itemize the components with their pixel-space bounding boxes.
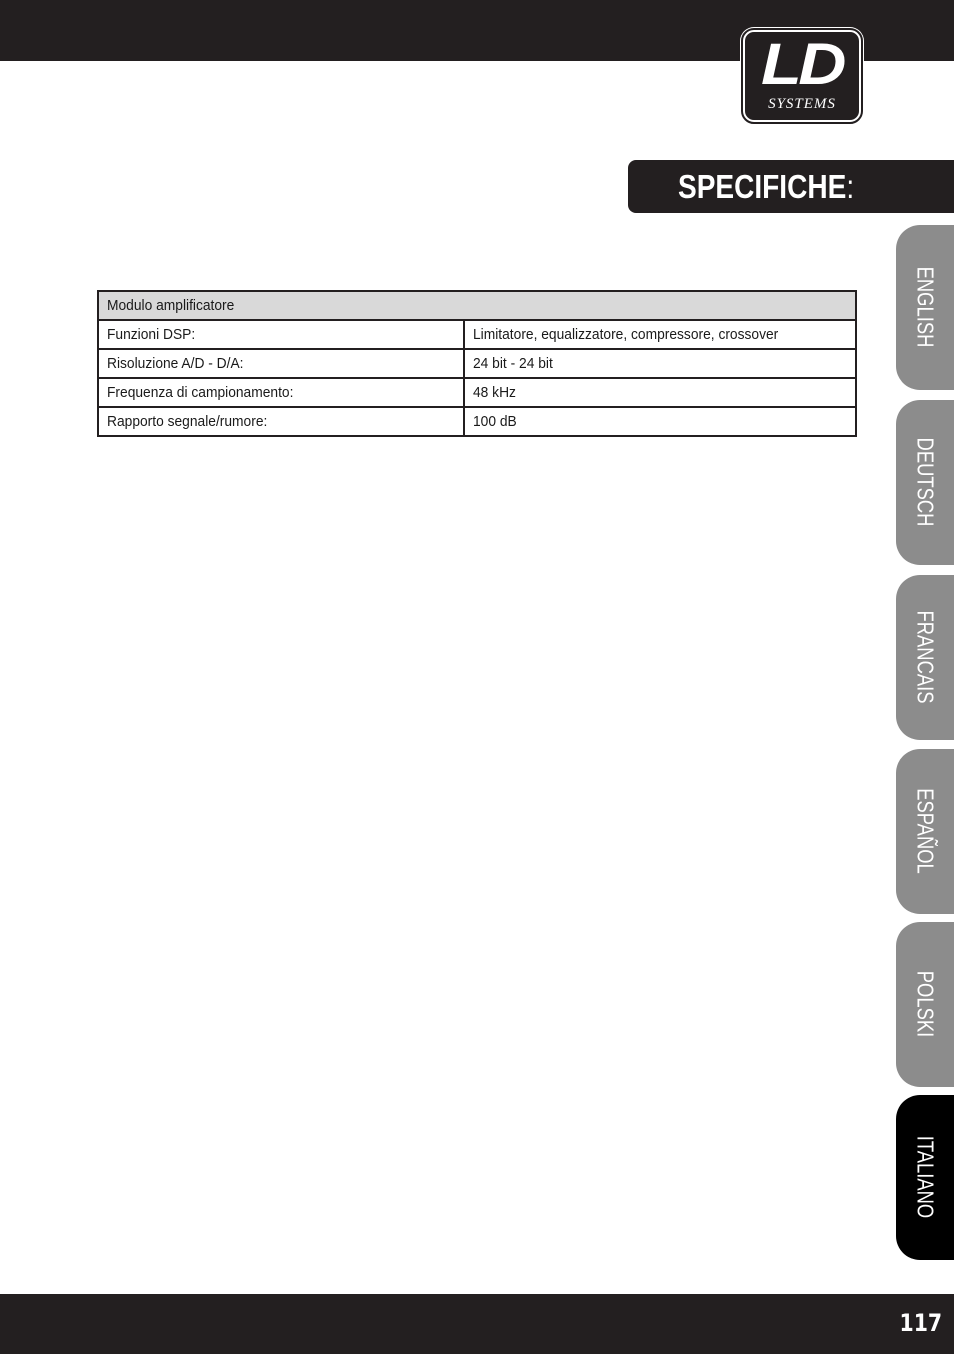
tab-label: FRANCAIS: [912, 610, 939, 704]
spec-label: Funzioni DSP:: [98, 320, 464, 349]
spec-value: 24 bit - 24 bit: [464, 349, 856, 378]
tab-english[interactable]: [896, 225, 954, 390]
logo-badge: [743, 30, 861, 122]
section-title-banner: [628, 160, 954, 213]
table-row: [98, 407, 856, 436]
spec-label: Frequenza di campionamento:: [98, 378, 464, 407]
section-title: [678, 168, 854, 206]
tab-francais[interactable]: [896, 575, 954, 740]
tab-espanol[interactable]: [896, 749, 954, 914]
table-heading-row: [98, 291, 856, 320]
spec-value: 48 kHz: [464, 378, 856, 407]
bottom-bar: [0, 1294, 954, 1354]
spec-value: Limitatore, equalizzatore, compressore, crossover: [464, 320, 856, 349]
ld-systems-logo: [740, 27, 864, 125]
table-row: [98, 320, 856, 349]
table-heading: Modulo amplificatore: [98, 291, 856, 320]
logo-ld-text: LD: [760, 32, 844, 97]
tab-label: ENGLISH: [912, 266, 939, 348]
spec-label: Rapporto segnale/rumore:: [98, 407, 464, 436]
tab-label: DEUTSCH: [912, 437, 939, 527]
tab-italiano[interactable]: [896, 1095, 954, 1260]
tab-label: ITALIANO: [912, 1135, 939, 1219]
tab-label: POLSKI: [912, 970, 939, 1038]
spec-value: 100 dB: [464, 407, 856, 436]
tab-label: ESPAÑOL: [912, 788, 939, 874]
specifications-table: [97, 290, 857, 437]
table-row: [98, 378, 856, 407]
logo-systems-text: SYSTEMS: [768, 96, 836, 112]
section-title-text: SPECIFICHE: [678, 168, 847, 205]
tab-deutsch[interactable]: [896, 400, 954, 565]
spec-label: Risoluzione A/D - D/A:: [98, 349, 464, 378]
table-row: [98, 349, 856, 378]
tab-polski[interactable]: [896, 922, 954, 1087]
page-number: 117: [899, 1309, 942, 1337]
section-title-colon: :: [846, 168, 855, 205]
